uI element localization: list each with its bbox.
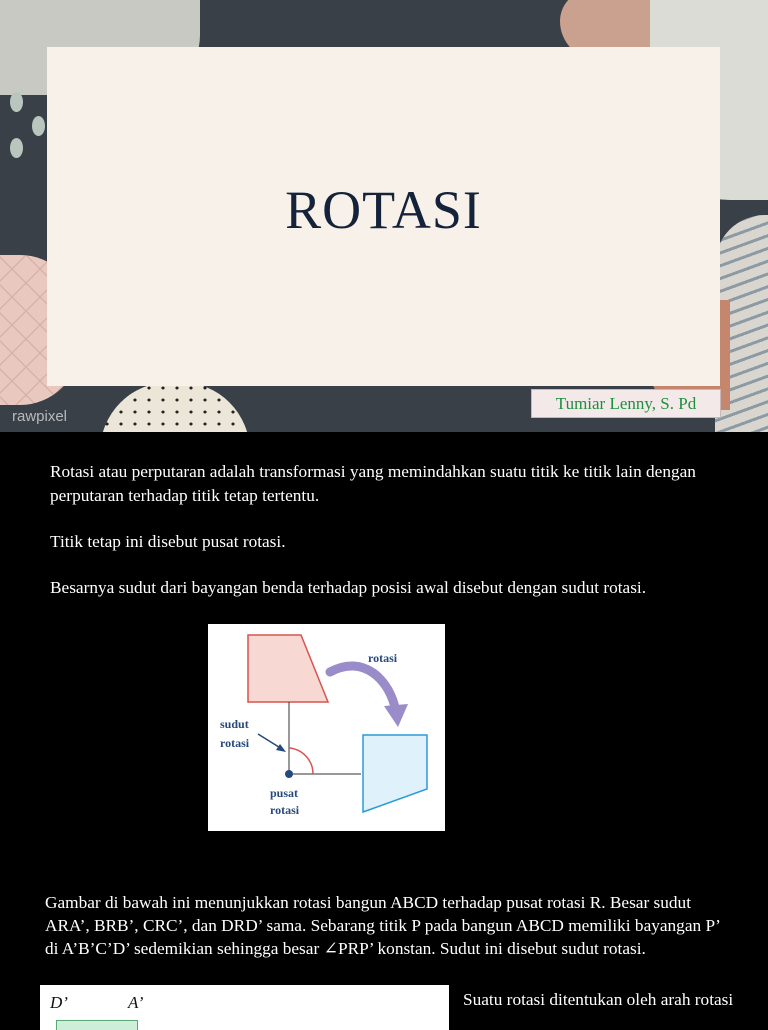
- label-sudut: sudut: [220, 717, 249, 731]
- label-pusat: pusat: [270, 786, 299, 800]
- decor-oval: [10, 138, 23, 158]
- label-d-prime: D’: [50, 993, 68, 1012]
- image-shape: [363, 735, 427, 812]
- title-card: [47, 47, 720, 386]
- abcd-figure: [40, 985, 449, 1030]
- label-a-prime: A’: [128, 993, 144, 1012]
- paragraph-center: Titik tetap ini disebut pusat rotasi.: [50, 532, 286, 551]
- center-point: [285, 770, 293, 778]
- angle-arc: [289, 748, 313, 774]
- rotation-diagram: [208, 624, 445, 831]
- original-shape: [248, 635, 328, 702]
- author-label: Tumiar Lenny, S. Pd: [531, 389, 721, 418]
- watermark: rawpixel: [12, 408, 68, 425]
- decor-oval: [10, 92, 23, 112]
- rotation-figure: [208, 624, 445, 831]
- decor-dots: [100, 382, 250, 432]
- side-text: Suatu rotasi ditentukan oleh arah rotasi: [463, 990, 734, 1009]
- paragraph-angle: Besarnya sudut dari bayangan benda terhadap posisi awal disebut dengan sudut rotasi.: [50, 578, 647, 597]
- paragraph-abcd: Gambar di bawah ini menunjukkan rotasi bangun ABCD terhadap pusat rotasi R. Besar sudut ARA’, BRB’, CRC’, dan DRD’ sama. Sebarang titik P pada bangun ABCD memiliki bayangan P’ di A’B’C’D’ sedemikian sehingga besar ∠PRP’ konstan. Sudut ini disebut sudut rotasi.: [45, 893, 720, 958]
- label-pusat-rotasi: rotasi: [270, 803, 300, 817]
- label-sudut-rotasi: rotasi: [220, 736, 250, 750]
- rotation-arrowhead: [384, 704, 408, 727]
- title-slide: [0, 0, 768, 432]
- angle-pointer-head: [276, 744, 286, 752]
- slide-title: ROTASI: [285, 179, 482, 240]
- paragraph-definition: Rotasi atau perputaran adalah transformasi yang memindahkan suatu titik ke titik lain dengan perputaran terhadap titik tetap tertentu.: [50, 462, 696, 505]
- label-rotasi: rotasi: [368, 651, 398, 665]
- decor-oval: [32, 116, 45, 136]
- rotated-shape: [56, 1020, 138, 1030]
- rotation-arrow: [330, 666, 396, 712]
